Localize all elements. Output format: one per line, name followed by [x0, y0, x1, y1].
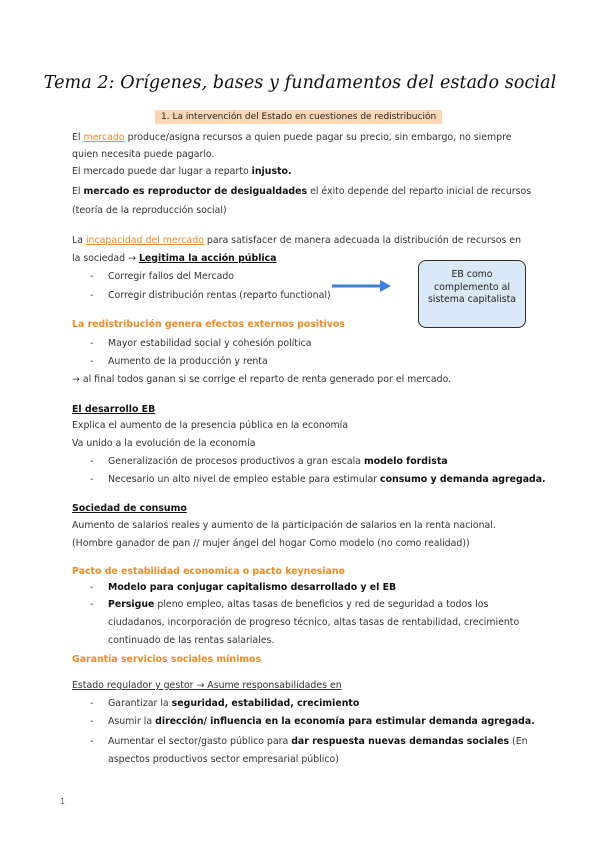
bullet-dash: - [90, 736, 94, 747]
callout-line: complemento al [434, 281, 510, 293]
list-item: Corregir distribución rentas (reparto functional) [108, 290, 331, 301]
list-item: Mayor estabilidad social y cohesión política [108, 338, 312, 349]
p4-line1: Explica el aumento de la presencia pública en la economía [72, 420, 349, 431]
page-number: 1 [60, 797, 66, 806]
page-title: Tema 2: Orígenes, bases y fundamentos del estado social [43, 73, 557, 93]
p2-line1: La incapacidad del mercado para satisfacer de manera adecuada la distribución de recursos en [72, 235, 522, 246]
p1-line1: El mercado produce/asigna recursos a quien puede pagar su precio, sin embargo, no siempre [72, 132, 512, 143]
bullet-dash: - [90, 582, 94, 593]
list-item: Aumento de la producción y renta [108, 356, 268, 367]
bullet-dash: - [90, 456, 94, 467]
list-item: Modelo para conjugar capitalismo desarrollado y el EB [108, 582, 397, 593]
list-item: Generalización de procesos productivos a gran escala modelo fordista [108, 456, 448, 467]
p3-note: → al final todos ganan si se corrige el reparto de renta generado por el mercado. [72, 374, 452, 385]
callout-box [418, 260, 526, 328]
keyword-incapacidad: incapacidad del mercado [85, 235, 204, 246]
p1-line5: (teoría de la reproducción social) [72, 205, 227, 216]
list-item: Aumentar el sector/gasto público para dar respuesta nuevas demandas sociales (En [108, 736, 528, 747]
section-heading: Pacto de estabilidad economica o pacto keynesiano [72, 566, 345, 577]
bullet-dash: - [90, 716, 94, 727]
bullet-dash: - [90, 271, 94, 282]
list-item: Persigue pleno empleo, altas tasas de beneficios y red de seguridad a todos los [108, 599, 489, 610]
p4-line2: Va unido a la evolución de la economía [72, 438, 256, 449]
list-item-cont: aspectos productivos sector empresarial público) [108, 754, 339, 765]
section-heading: El desarrollo EB [72, 404, 156, 415]
bullet-dash: - [90, 290, 94, 301]
keyword-mercado: mercado [83, 132, 125, 143]
section-heading: Estado regulador y gestor → Asume responsabilidades en [72, 680, 342, 691]
callout-line: EB como [451, 269, 493, 280]
list-item: Corregir fallos del Mercado [108, 271, 235, 282]
section-heading: Sociedad de consumo [72, 503, 187, 514]
p5-line2: (Hombre ganador de pan // mujer ángel del hogar Como modelo (no como realidad)) [72, 538, 470, 549]
p1-line2: quien necesita puede pagarlo. [72, 149, 215, 160]
list-item: Garantizar la seguridad, estabilidad, crecimiento [108, 698, 360, 709]
right-arrow-icon [332, 278, 392, 294]
p2-line2: la sociedad → Legitima la acción pública [72, 253, 277, 264]
callout-line: sistema capitalista [427, 294, 517, 305]
list-item: Necesario un alto nivel de empleo estable para estimular consumo y demanda agregada. [108, 474, 546, 485]
list-item-cont: ciudadanos, incorporación de progreso técnico, altas tasas de rentabilidad, crecimiento [108, 617, 520, 628]
bullet-dash: - [90, 599, 94, 610]
section-heading: La redistribución genera efectos externos positivos [72, 319, 345, 330]
section-heading: Garantía servicios sociales mínimos [72, 654, 262, 665]
p1-line4: El mercado es reproductor de desigualdades el éxito depende del reparto inicial de recursos [72, 186, 532, 197]
bullet-dash: - [90, 474, 94, 485]
list-item-cont: continuado de las rentas salariales. [108, 635, 275, 646]
list-item: Asumir la dirección/ influencia en la economía para estimular demanda agregada. [108, 716, 535, 727]
p5-line1: Aumento de salarios reales y aumento de la participación de salarios en la renta nacional. [72, 520, 496, 531]
section-subtitle: 1. La intervención del Estado en cuestiones de redistribución [155, 110, 442, 124]
bullet-dash: - [90, 356, 94, 367]
p1-line3: El mercado puede dar lugar a reparto injusto. [72, 166, 292, 177]
bullet-dash: - [90, 698, 94, 709]
bullet-dash: - [90, 338, 94, 349]
